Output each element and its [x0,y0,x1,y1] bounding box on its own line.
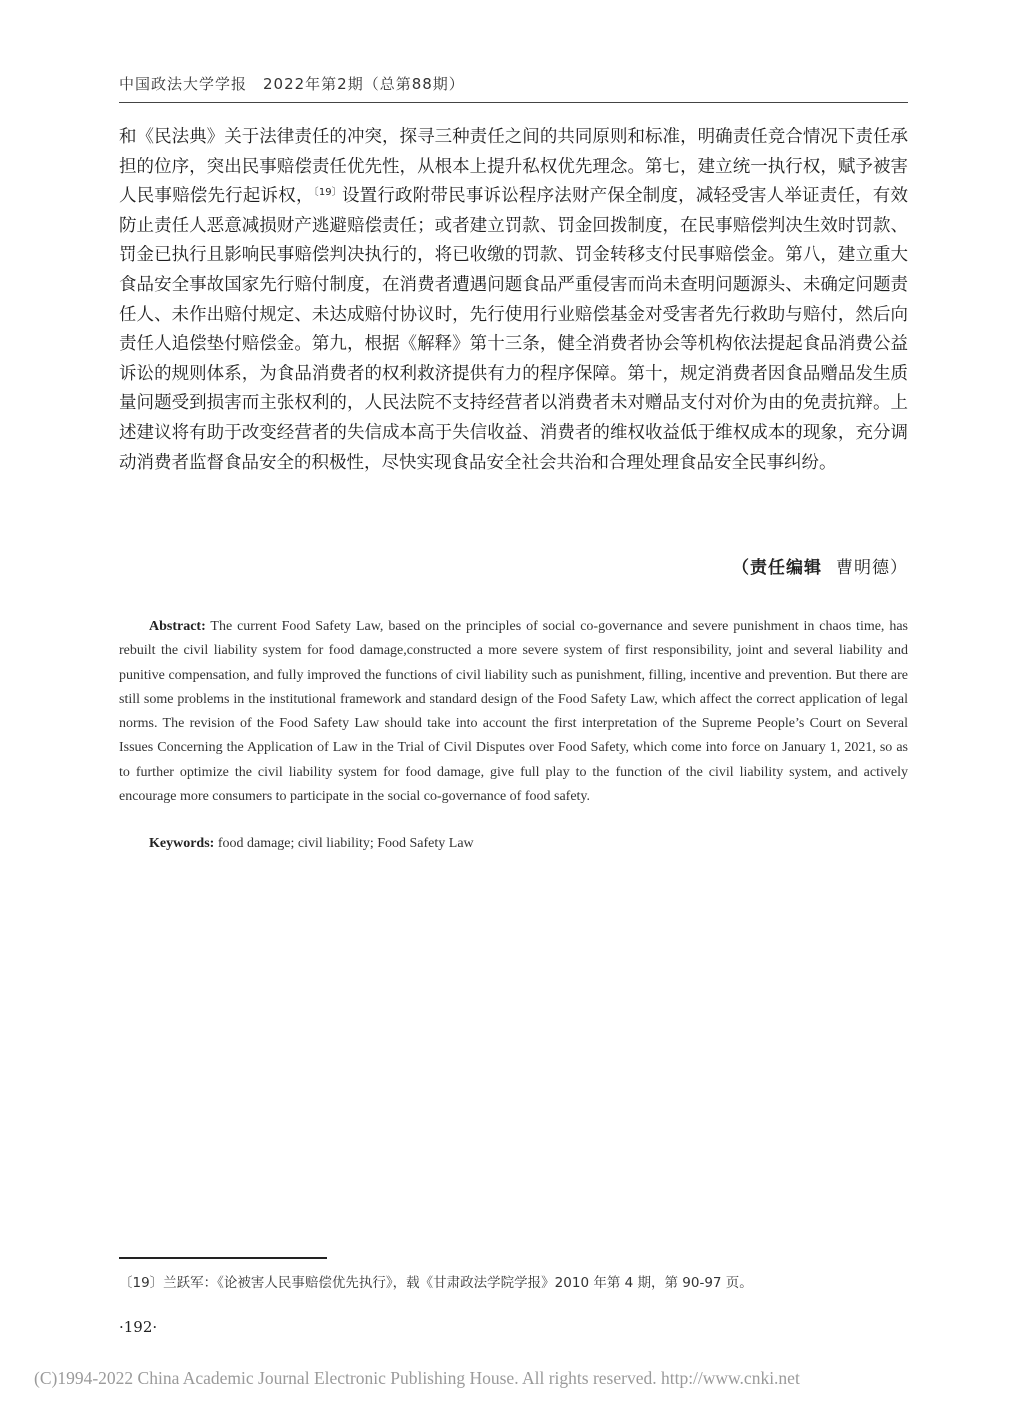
keywords-label: Keywords: [149,836,215,851]
footnote-19: 〔19〕兰跃军：《论被害人民事赔偿优先执行》，载《甘肃政法学院学报》2010 年第 4 期，第 90-97 页。 [119,1275,753,1291]
body-paragraph [119,123,908,478]
running-head: 中国政法大学学报 2022年第2期（总第88期） [119,75,465,93]
abstract-text: The current Food Safety Law, based on the principles of social co-governance and severe punishment in chaos time, has rebuilt the civil liability system for food damage,constructed a more severe system of first responsibility, joint and several liability and punitive compensation, and fully improved the functions of civil liability such as punishment, filling, incentive and prevention. But there are still some problems in the institutional framework and standard design of the Food Safety Law, which affect the correct application of legal norms. The revision of the Food Safety Law should take into account the first interpretation of the Supreme People’s Court on Several Issues Concerning the Application of Law in the Trial of Civil Disputes over Food Safety, which come into force on January 1, 2021, so as to further optimize the civil liability system for food damage, give full play to the function of the civil liability system, and actively encourage more consumers to participate in the social co-governance of food safety. [119,619,908,805]
responsible-editor [732,553,908,578]
reference-marker-19[interactable]: 〔19〕 [313,187,342,199]
editor-name: 曹明德） [836,558,908,578]
abstract [119,615,908,809]
footnote-rule [119,1257,327,1259]
body-text-part-2: 设置行政附带民事诉讼程序法财产保全制度，减轻受害人举证责任，有效防止责任人恶意减损财产逃避赔偿责任；或者建立罚款、罚金回拨制度，在民事赔偿判决生效时罚款、罚金已执行且影响民事赔偿判决执行的，将已收缴的罚款、罚金转移支付民事赔偿金。第八，建立重大食品安全事故国家先行赔付制度，在消费者遭遇问题食品严重侵害而尚未查明问题源头、未确定问题责任人、未作出赔付规定、未达成赔付协议时，先行使用行业赔偿基金对受害者先行救助与赔付，然后向责任人追偿垫付赔偿金。第九，根据《解释》第十三条，健全消费者协会等机构依法提起食品消费公益诉讼的规则体系，为食品消费者的权利救济提供有力的程序保障。第十，规定消费者因食品赠品发生质量问题受到损害而主张权利的，人民法院不支持经营者以消费者未对赠品支付对价为由的免责抗辩。上述建议将有助于改变经营者的失信成本高于失信收益、消费者的维权收益低于维权成本的现象，充分调动消费者监督食品安全的积极性，尽快实现食品安全社会共治和合理处理食品安全民事纠纷。 [119,186,909,473]
keywords-text: food damage; civil liability; Food Safety Law [214,836,474,851]
body-text-part-1: 和《民法典》关于法律责任的冲突，探寻三种责任之间的共同原则和标准，明确责任竞合情况下责任承担的位序，突出民事赔偿责任优先性，从根本上提升私权优先理念。第七，建立统一执行权，赋予被害人民事赔偿先行起诉权， [119,127,908,207]
copyright-watermark: (C)1994-2022 China Academic Journal Electronic Publishing House. All rights reserved. http://www.cnki.net [34,1368,800,1388]
header-rule [119,102,908,103]
editor-label: （责任编辑 [732,558,822,578]
abstract-label: Abstract: [149,619,206,634]
page-number: ·192· [119,1318,158,1336]
keywords [149,836,474,852]
